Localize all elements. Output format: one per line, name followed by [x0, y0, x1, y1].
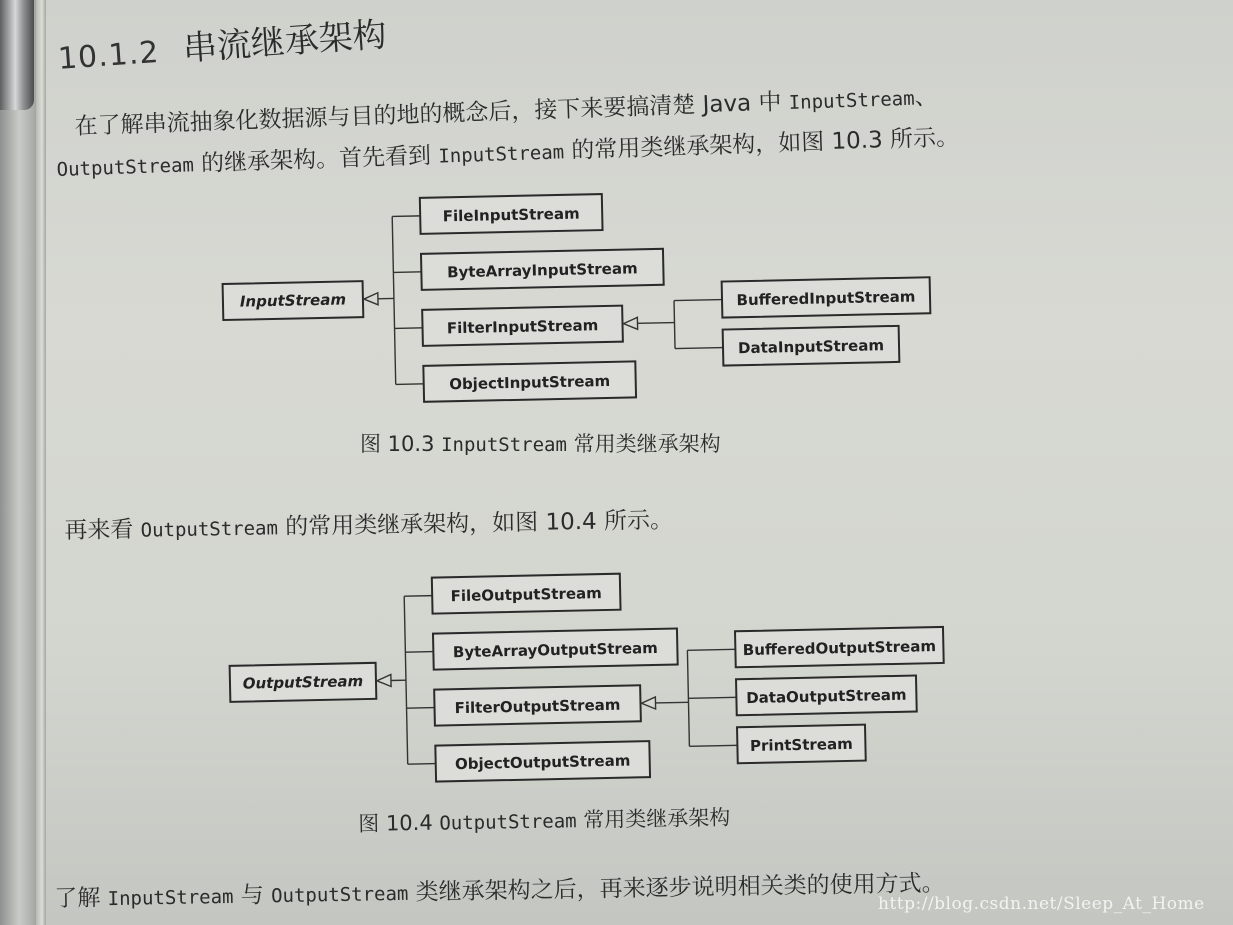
paragraph-text: 的常用类继承架构，如图 10.4 所示。: [277, 507, 674, 541]
paragraph-text: 再来看: [64, 516, 141, 544]
grandchild-class-label: DataOutputStream: [746, 685, 907, 708]
intro-text: 的常用类继承架构，如图 10.3 所示。: [563, 124, 960, 165]
caption-text: 图 10.4: [358, 810, 440, 836]
root-class-label: OutputStream: [242, 672, 364, 693]
inheritance-arrow: [641, 697, 655, 709]
child-class-label: FilterInputStream: [446, 316, 599, 338]
intro-text: 的继承架构。首先看到: [193, 142, 439, 178]
code-inputstream: InputStream: [437, 141, 565, 168]
intro-text: 、: [914, 83, 938, 111]
root-class-label: InputStream: [239, 290, 347, 311]
caption-text: 图 10.3: [360, 432, 442, 456]
code-outputstream: OutputStream: [56, 154, 195, 181]
code-inputstream: InputStream: [788, 87, 915, 115]
figure-10-4-diagram: [46, 0, 1233, 925]
child-class-label: ByteArrayOutputStream: [452, 638, 658, 662]
caption-code: OutputStream: [439, 810, 577, 835]
section-number: 10.1.2: [56, 34, 161, 77]
code-outputstream: OutputStream: [140, 517, 279, 542]
intro-text: 在了解串流抽象化数据源与目的地的概念后，接下来要搞清楚 Java 中: [74, 89, 790, 140]
paragraph-text: 与: [233, 882, 272, 909]
child-class-label: FileOutputStream: [450, 584, 602, 606]
code-inputstream: InputStream: [107, 885, 234, 911]
child-class-label: ObjectInputStream: [449, 371, 611, 394]
book-binding-strip: [36, 0, 46, 925]
code-outputstream: OutputStream: [270, 882, 409, 908]
grandchild-class-label: DataInputStream: [737, 336, 885, 358]
child-class-label: ObjectOutputStream: [454, 751, 631, 774]
caption-text: 常用类继承架构: [566, 432, 721, 456]
pen: [0, 0, 34, 110]
section-title: 串流继承架构: [181, 15, 388, 70]
watermark: http://blog.csdn.net/Sleep_At_Home: [878, 894, 1205, 914]
caption-text: 常用类继承架构: [576, 805, 731, 833]
grandchild-class-label: PrintStream: [749, 734, 853, 755]
child-class-label: FilterOutputStream: [454, 695, 621, 718]
grandchild-class-label: BufferedOutputStream: [742, 637, 937, 660]
child-class-label: ByteArrayInputStream: [446, 259, 638, 282]
book-page: [46, 0, 1233, 925]
inheritance-arrow: [377, 675, 391, 687]
paragraph-text: 了解: [54, 885, 108, 912]
paragraph-text: 类继承架构之后，再来逐步说明相关类的使用方式。: [408, 870, 945, 906]
child-class-label: FileInputStream: [442, 204, 580, 226]
caption-code: InputStream: [441, 434, 567, 456]
grandchild-class-label: BufferedInputStream: [736, 287, 916, 310]
